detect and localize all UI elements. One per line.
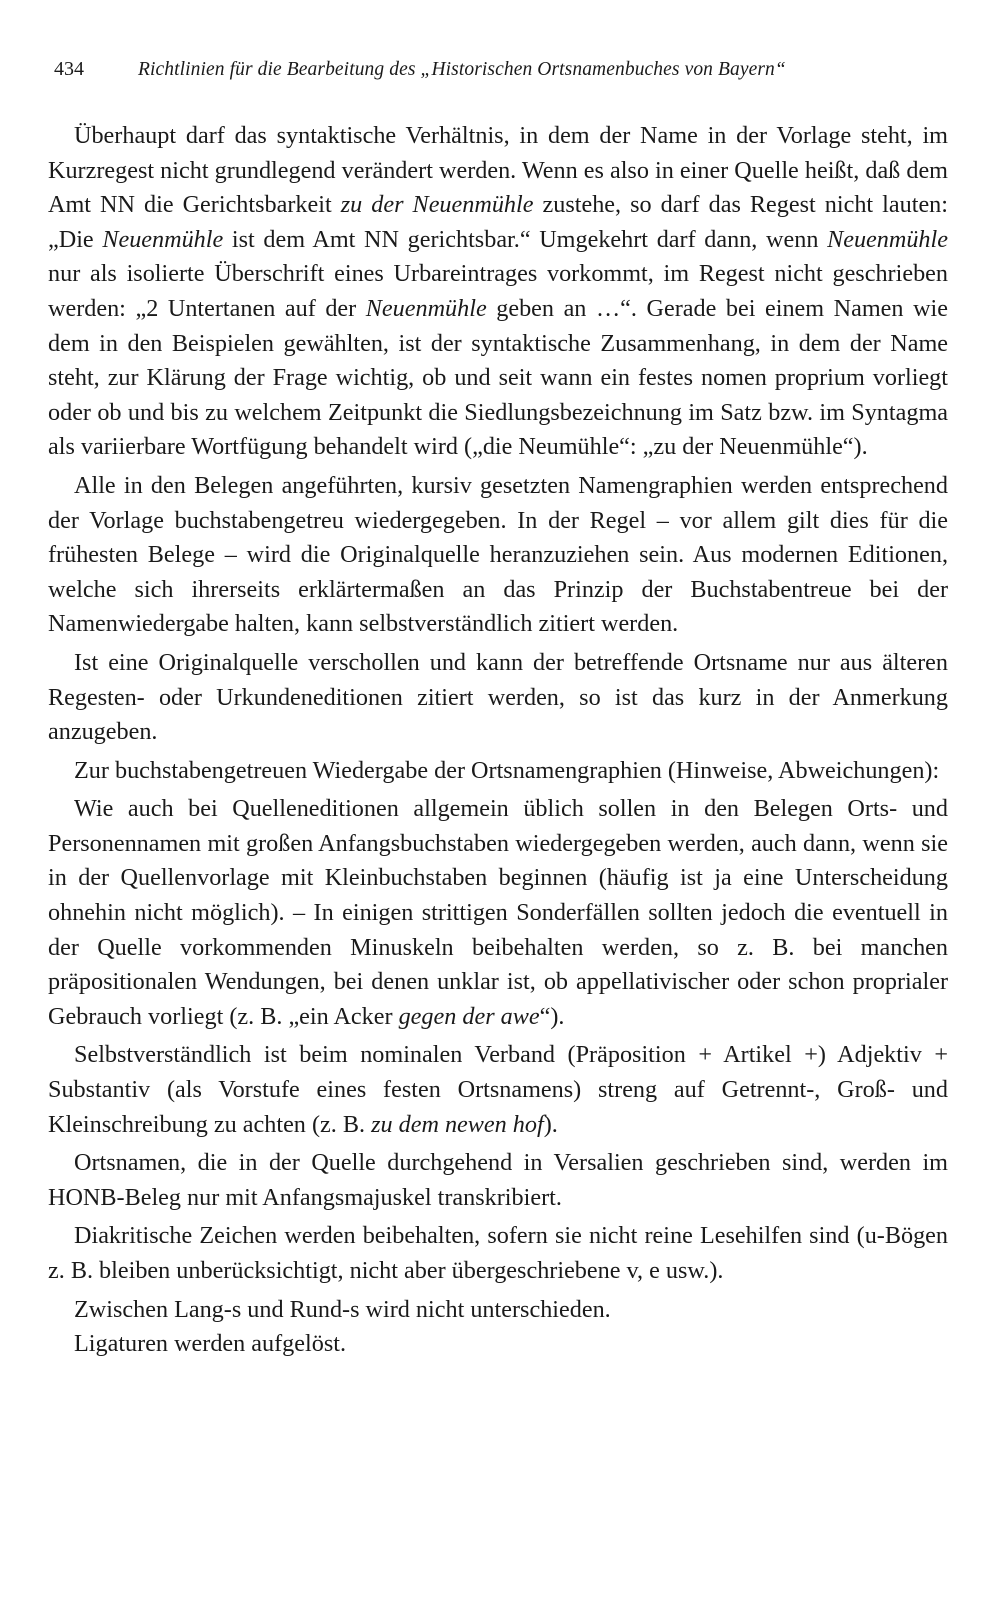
paragraph-namengraphien: Alle in den Belegen angeführten, kursiv gesetzten Namengraphien werden entsprechend der Vorlage buchstabengetreu wiedergegeben. In der Regel – vor allem gilt dies für die frühesten Belege – wird die Originalquelle heranzuziehen sein. Aus modernen Editionen, welche sich ihrerseits erklärtermaßen an das Prinzip der Buchstabentreue bei der Namenwiedergabe halten, kann selbstverständlich zitiert werden. (48, 471, 948, 638)
paragraph-ligaturen: Ligaturen werden aufgelöst. (74, 1330, 347, 1358)
italic-example: gegen der awe (398, 1002, 540, 1030)
running-title: Richtlinien für die Bearbeitung des „Historischen Ortsnamenbuches von Bayern“ (138, 59, 786, 80)
body-text (48, 119, 948, 1362)
paragraph-grossschreibung: Wie auch bei Quelleneditionen allgemein üblich sollen in den Belegen Orts- und Personennamen mit großen Anfangsbuchstaben wiedergegeben werden, auch dann, wenn sie in der Quellenvorlage mit Kleinbuchstaben beginnen (häufig ist ja eine Unterscheidung ohnehin nicht möglich). – In einigen strittigen Sonderfällen sollten jedoch die eventuell in der Quelle vorkommenden Minuskeln beibehalten werden, so z. B. bei manchen präpositionalen Wendungen, bei denen unklar ist, ob appellativischer oder schon proprialer Gebrauch vorliegt (z. B. „ein Acker gegen der awe“). (48, 795, 948, 1030)
italic-example: Neuenmühle (102, 225, 224, 253)
paragraph-versalien: Ortsnamen, die in der Quelle durchgehend in Versalien geschrieben sind, werden im HONB-Beleg nur mit Anfangsmajuskel transkribiert. (48, 1149, 948, 1211)
paragraph-diakritische-zeichen: Diakritische Zeichen werden beibehalten, sofern sie nicht reine Lesehilfen sind (u-Bögen z. B. bleiben unberücksichtigt, nicht aber übergeschriebene v, e usw.). (48, 1222, 948, 1284)
paragraph-wiedergabe-heading: Zur buchstabengetreuen Wiedergabe der Ortsnamengraphien (Hinweise, Abweichungen): (74, 756, 940, 784)
paragraph-syntax: Überhaupt darf das syntaktische Verhältnis, in dem der Name in der Vorlage steht, im Kurzregest nicht grundlegend verändert werden. Wenn es also in einer Quelle heißt, daß dem Amt NN die Gerichtsbarkeit zu der Neuenmühle zustehe, so darf das Regest nicht lauten: „Die Neuenmühle ist dem Amt NN gerichtsbar.“ Umgekehrt darf dann, wenn Neuenmühle nur als isolierte Überschrift eines Urbareintrages vorkommt, im Regest nicht geschrieben werden: „2 Untertanen auf der Neuenmühle geben an …“. Gerade bei einem Namen wie dem in den Beispielen gewählten, ist der syntaktische Zusammenhang, in dem der Name steht, zur Klärung der Frage wichtig, ob und seit wann ein festes nomen proprium vorliegt oder ob und bis zu welchem Zeitpunkt die Siedlungsbezeichnung im Satz bzw. im Syntagma als variierbare Wortfügung behandelt wird („die Neumühle“: „zu der Neuenmühle“). (48, 122, 948, 461)
italic-example: Neuenmühle (365, 294, 487, 322)
paragraph-nominaler-verband: Selbstverständlich ist beim nominalen Verband (Präposition + Artikel +) Adjektiv + Substantiv (als Vorstufe eines festen Ortsnamens) streng auf Getrennt-, Groß- und Kleinschreibung zu achten (z. B. zu dem newen hof). (48, 1041, 948, 1138)
page-number: 434 (54, 58, 84, 80)
italic-example: Neuenmühle (827, 225, 948, 253)
paragraph-lang-s: Zwischen Lang-s und Rund-s wird nicht unterschieden. (74, 1295, 611, 1323)
running-header (48, 58, 948, 81)
italic-example: zu dem newen hof (371, 1110, 544, 1138)
italic-example: zu der Neuenmühle (340, 191, 534, 219)
paragraph-originalquelle: Ist eine Originalquelle verschollen und kann der betreffende Ortsname nur aus älteren Regesten- oder Urkundeneditionen zitiert werden, so ist das kurz in der Anmerkung anzugeben. (48, 648, 948, 746)
